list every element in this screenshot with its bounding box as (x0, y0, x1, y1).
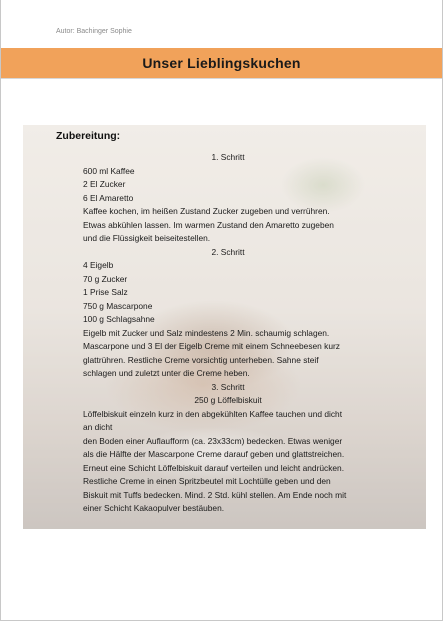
recipe-line: Restliche Creme in einen Spritzbeutel mit Lochtülle geben und den (83, 476, 331, 486)
recipe-line: glattrühren. Restliche Creme vorsichtig unterheben. Sahne steif (83, 354, 319, 365)
recipe-line: Biskuit mit Tuffs bedecken. Mind. 2 Std. kühl stellen. Am Ende noch mit (83, 489, 347, 500)
recipe-line: als die Hälfte der Mascarpone Creme darauf geben und glattstreichen. (83, 449, 345, 459)
recipe-line: Etwas abkühlen lassen. Im warmen Zustand den Amaretto zugeben (83, 219, 334, 230)
recipe-background-image (23, 125, 426, 529)
author-header: Autor: Bachinger Sophie (56, 28, 132, 35)
step-heading: 2. Schritt (211, 246, 245, 257)
recipe-line: den Boden einer Auflaufform (ca. 23x33cm) bedecken. Etwas weniger (83, 435, 343, 446)
title-divider (1, 78, 442, 79)
recipe-line: Erneut eine Schicht Löffelbiskuit darauf verteilen und leicht andrücken. (83, 462, 345, 473)
recipe-line: 750 g Mascarpone (83, 300, 153, 311)
recipe-line: 2 El Zucker (83, 179, 126, 189)
step-heading: 3. Schritt (211, 381, 245, 392)
recipe-line: 1 Prise Salz (83, 287, 128, 297)
recipe-line: 600 ml Kaffee (83, 165, 135, 176)
recipe-line: 100 g Schlagsahne (83, 314, 155, 324)
recipe-heading: Zubereitung: (56, 130, 121, 142)
title-banner (1, 48, 442, 78)
recipe-line: schlagen und zuletzt unter die Creme heben. (83, 368, 250, 378)
page-title: Unser Lieblingskuchen (142, 55, 301, 71)
recipe-line: 70 g Zucker (83, 273, 128, 284)
recipe-content (23, 125, 426, 529)
recipe-line: Eigelb mit Zucker und Salz mindestens 2 Min. schaumig schlagen. (83, 327, 330, 338)
recipe-line: 6 El Amaretto (83, 192, 134, 203)
recipe-line: Kaffee kochen, im heißen Zustand Zucker zugeben und verrühren. (83, 206, 330, 216)
recipe-line: an dicht (83, 422, 113, 432)
recipe-line: einer Schicht Kakaopulver bestäuben. (83, 503, 225, 513)
recipe-lines (83, 151, 383, 516)
recipe-line: 250 g Löffelbiskuit (194, 395, 262, 405)
recipe-line: 4 Eigelb (83, 260, 114, 270)
recipe-line: und die Flüssigkeit beiseitestellen. (83, 233, 211, 243)
recipe-line: Löffelbiskuit einzeln kurz in den abgekühlten Kaffee tauchen und dicht (83, 408, 343, 419)
step-heading: 1. Schritt (211, 152, 245, 162)
recipe-line: Mascarpone und 3 El der Eigelb Creme mit einem Schneebesen kurz (83, 341, 340, 351)
